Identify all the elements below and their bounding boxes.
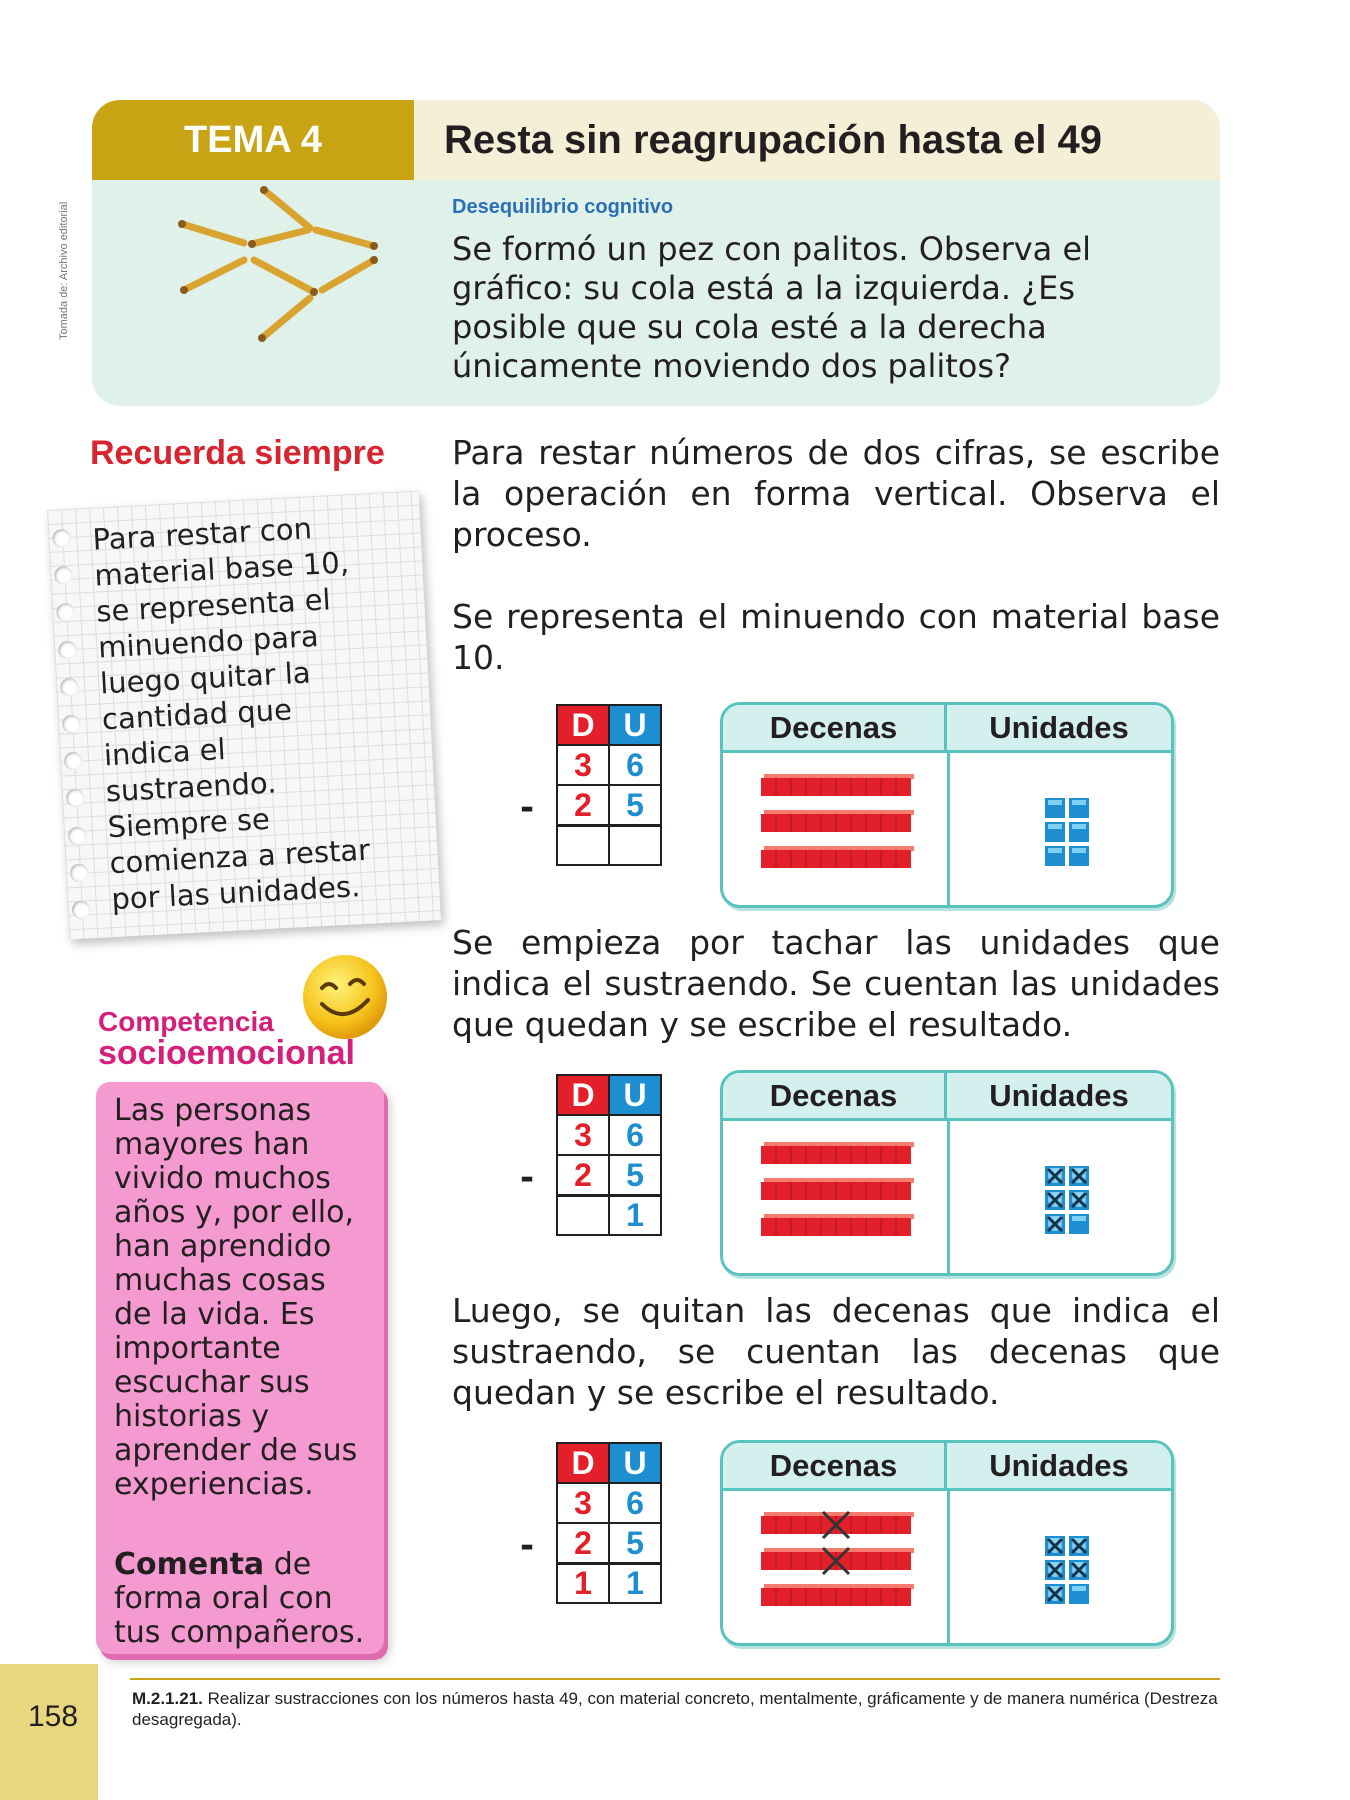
- matchstick-fish-illustration: [132, 180, 412, 380]
- competencia-line: han aprendido: [114, 1229, 332, 1264]
- cross-mark-icon: [1048, 1169, 1062, 1183]
- unit-cube: [1069, 798, 1089, 818]
- cross-mark-icon: [1048, 1217, 1062, 1231]
- recuerda-title: Recuerda siempre: [90, 434, 385, 472]
- cross-mark-icon: [1048, 1193, 1062, 1207]
- ten-rod: [761, 1178, 914, 1200]
- comment-bold: Comenta: [114, 1547, 265, 1582]
- competencia-line: experiencias.: [114, 1467, 314, 1502]
- minus-sign: -: [520, 1526, 535, 1566]
- competencia-line: mayores han: [114, 1127, 310, 1162]
- recuerda-line: Para restar con: [91, 511, 313, 557]
- competencia-title-line1: Competencia: [98, 1006, 274, 1037]
- cross-mark-icon: [1072, 1539, 1086, 1553]
- comment-line: tus compañeros.: [114, 1615, 365, 1650]
- header-unidades: U: [609, 1075, 661, 1115]
- recuerda-line: minuendo para: [97, 619, 320, 665]
- cross-mark-icon: [1072, 1193, 1086, 1207]
- unit-cube: [1045, 846, 1065, 866]
- recuerda-line: por las unidades.: [110, 869, 362, 917]
- unidades-header: Unidades: [947, 705, 1171, 753]
- recuerda-line: sustraendo.: [104, 765, 278, 809]
- competencia-card: [96, 1082, 384, 1654]
- subtraction-table-1: [520, 704, 662, 866]
- sustraendo-tens: 2: [557, 785, 609, 825]
- subtraction-table-3: [520, 1442, 662, 1604]
- competencia-line: de la vida. Es: [114, 1297, 315, 1332]
- ten-rod: [761, 774, 914, 796]
- decenas-header: Decenas: [723, 705, 947, 753]
- competencia-comment: [114, 1548, 382, 1650]
- competencia-line: escuchar sus: [114, 1365, 310, 1400]
- place-value-chart-1: [720, 702, 1174, 908]
- result-units: 1: [609, 1563, 661, 1603]
- competencia-text: [114, 1094, 382, 1502]
- recuerda-line: Siempre se: [106, 801, 271, 845]
- step3-paragraph: Luego, se quitan las decenas que indica el sustraendo, se cuentan las decenas que quedan y se escribe el resultado.: [452, 1291, 1220, 1412]
- minuendo-tens: 3: [557, 1115, 609, 1155]
- unit-cube: [1045, 798, 1065, 818]
- header-unidades: U: [609, 705, 661, 745]
- note-binder-holes: [52, 529, 92, 920]
- competencia-line: Las personas: [114, 1093, 312, 1128]
- unidades-header: Unidades: [947, 1443, 1171, 1491]
- skill-text: Realizar sustracciones con los números hasta 49, con material concreto, mentalmente, gráficamente y de manera numérica (Destreza desagregada).: [132, 1689, 1218, 1729]
- ten-rod: [761, 1584, 914, 1606]
- cross-mark-icon: [1048, 1539, 1062, 1553]
- competencia-line: vivido muchos: [114, 1161, 331, 1196]
- cross-mark-icon: [1048, 1563, 1062, 1577]
- image-credit: Tomada de: Archivo editorial: [58, 201, 70, 340]
- intro-paragraph: Para restar números de dos cifras, se escribe la operación en forma vertical. Observa el proceso.: [452, 433, 1220, 554]
- recuerda-line: indica el: [103, 732, 227, 773]
- sustraendo-tens: 2: [557, 1523, 609, 1563]
- competencia-line: muchas cosas: [114, 1263, 326, 1298]
- subtraction-table-2: [520, 1074, 662, 1236]
- header-decenas: D: [557, 1075, 609, 1115]
- footer-skill: [132, 1688, 1222, 1730]
- ten-rod: [761, 810, 914, 832]
- result-units: [609, 825, 661, 865]
- theme-header: [92, 100, 1220, 406]
- header-decenas: D: [557, 705, 609, 745]
- unidades-header: Unidades: [947, 1073, 1171, 1121]
- competencia-line: aprender de sus: [114, 1433, 358, 1468]
- sustraendo-tens: 2: [557, 1155, 609, 1195]
- sustraendo-units: 5: [609, 785, 661, 825]
- step2-paragraph: Se empieza por tachar las unidades que indica el sustraendo. Se cuentan las unidades que quedan y se escribe el resultado.: [452, 923, 1220, 1044]
- recuerda-line: comienza a restar: [108, 832, 371, 881]
- recuerda-line: material base 10,: [93, 545, 350, 593]
- unit-cube: [1069, 1584, 1089, 1604]
- minus-sign: -: [520, 1158, 535, 1198]
- header-decenas: D: [557, 1443, 609, 1483]
- recuerda-line: cantidad que: [101, 692, 293, 737]
- minuendo-units: 6: [609, 1483, 661, 1523]
- base-ten-blocks-1: [723, 756, 1171, 906]
- recuerda-line: se representa el: [95, 582, 332, 629]
- smiley-face-icon: [300, 952, 390, 1042]
- decenas-header: Decenas: [723, 1443, 947, 1491]
- sustraendo-units: 5: [609, 1155, 661, 1195]
- competencia-line: importante: [114, 1331, 281, 1366]
- result-tens: [557, 825, 609, 865]
- ten-rod: [761, 1214, 914, 1236]
- competencia-line: años y, por ello,: [114, 1195, 355, 1230]
- page-number: 158: [28, 1700, 79, 1733]
- cross-mark-icon: [1072, 1169, 1086, 1183]
- comment-rest: de: [264, 1547, 312, 1582]
- place-value-chart-2: [720, 1070, 1174, 1276]
- result-tens: [557, 1195, 609, 1235]
- page-title: Resta sin reagrupación hasta el 49: [414, 100, 1220, 180]
- base-ten-blocks-2: [723, 1124, 1171, 1274]
- footer-divider: [130, 1678, 1220, 1680]
- page-number-tab: [0, 1664, 98, 1800]
- sustraendo-units: 5: [609, 1523, 661, 1563]
- place-value-chart-3: [720, 1440, 1174, 1646]
- cross-mark-icon: [1048, 1587, 1062, 1601]
- decenas-header: Decenas: [723, 1073, 947, 1121]
- tema-label: TEMA 4: [92, 100, 414, 180]
- minus-sign: -: [520, 788, 535, 828]
- base-ten-blocks-3: [723, 1494, 1171, 1644]
- challenge-text: Se formó un pez con palitos. Observa el gráfico: su cola está a la izquierda. ¿Es posible que su cola esté a la derecha únicamente moviendo dos palitos?: [452, 230, 1092, 385]
- step1-paragraph: Se representa el minuendo con material base 10.: [452, 597, 1220, 677]
- competencia-line: historias y: [114, 1399, 270, 1434]
- minuendo-tens: 3: [557, 1483, 609, 1523]
- result-units: 1: [609, 1195, 661, 1235]
- recuerda-text: [92, 505, 422, 917]
- unit-cube: [1069, 822, 1089, 842]
- cross-mark-icon: [1072, 1563, 1086, 1577]
- challenge-label: Desequilibrio cognitivo: [452, 196, 674, 218]
- unit-cube: [1045, 822, 1065, 842]
- competencia-title-line2: socioemocional: [98, 1034, 355, 1072]
- minuendo-units: 6: [609, 1115, 661, 1155]
- recuerda-note: [47, 491, 441, 940]
- ten-rod: [761, 1142, 914, 1164]
- result-tens: 1: [557, 1563, 609, 1603]
- minuendo-tens: 3: [557, 745, 609, 785]
- comment-line: forma oral con: [114, 1581, 333, 1616]
- unit-cube: [1069, 1214, 1089, 1234]
- skill-code: M.2.1.21.: [132, 1689, 203, 1708]
- unit-cube: [1069, 846, 1089, 866]
- minuendo-units: 6: [609, 745, 661, 785]
- ten-rod: [761, 846, 914, 868]
- header-unidades: U: [609, 1443, 661, 1483]
- recuerda-line: luego quitar la: [99, 655, 312, 701]
